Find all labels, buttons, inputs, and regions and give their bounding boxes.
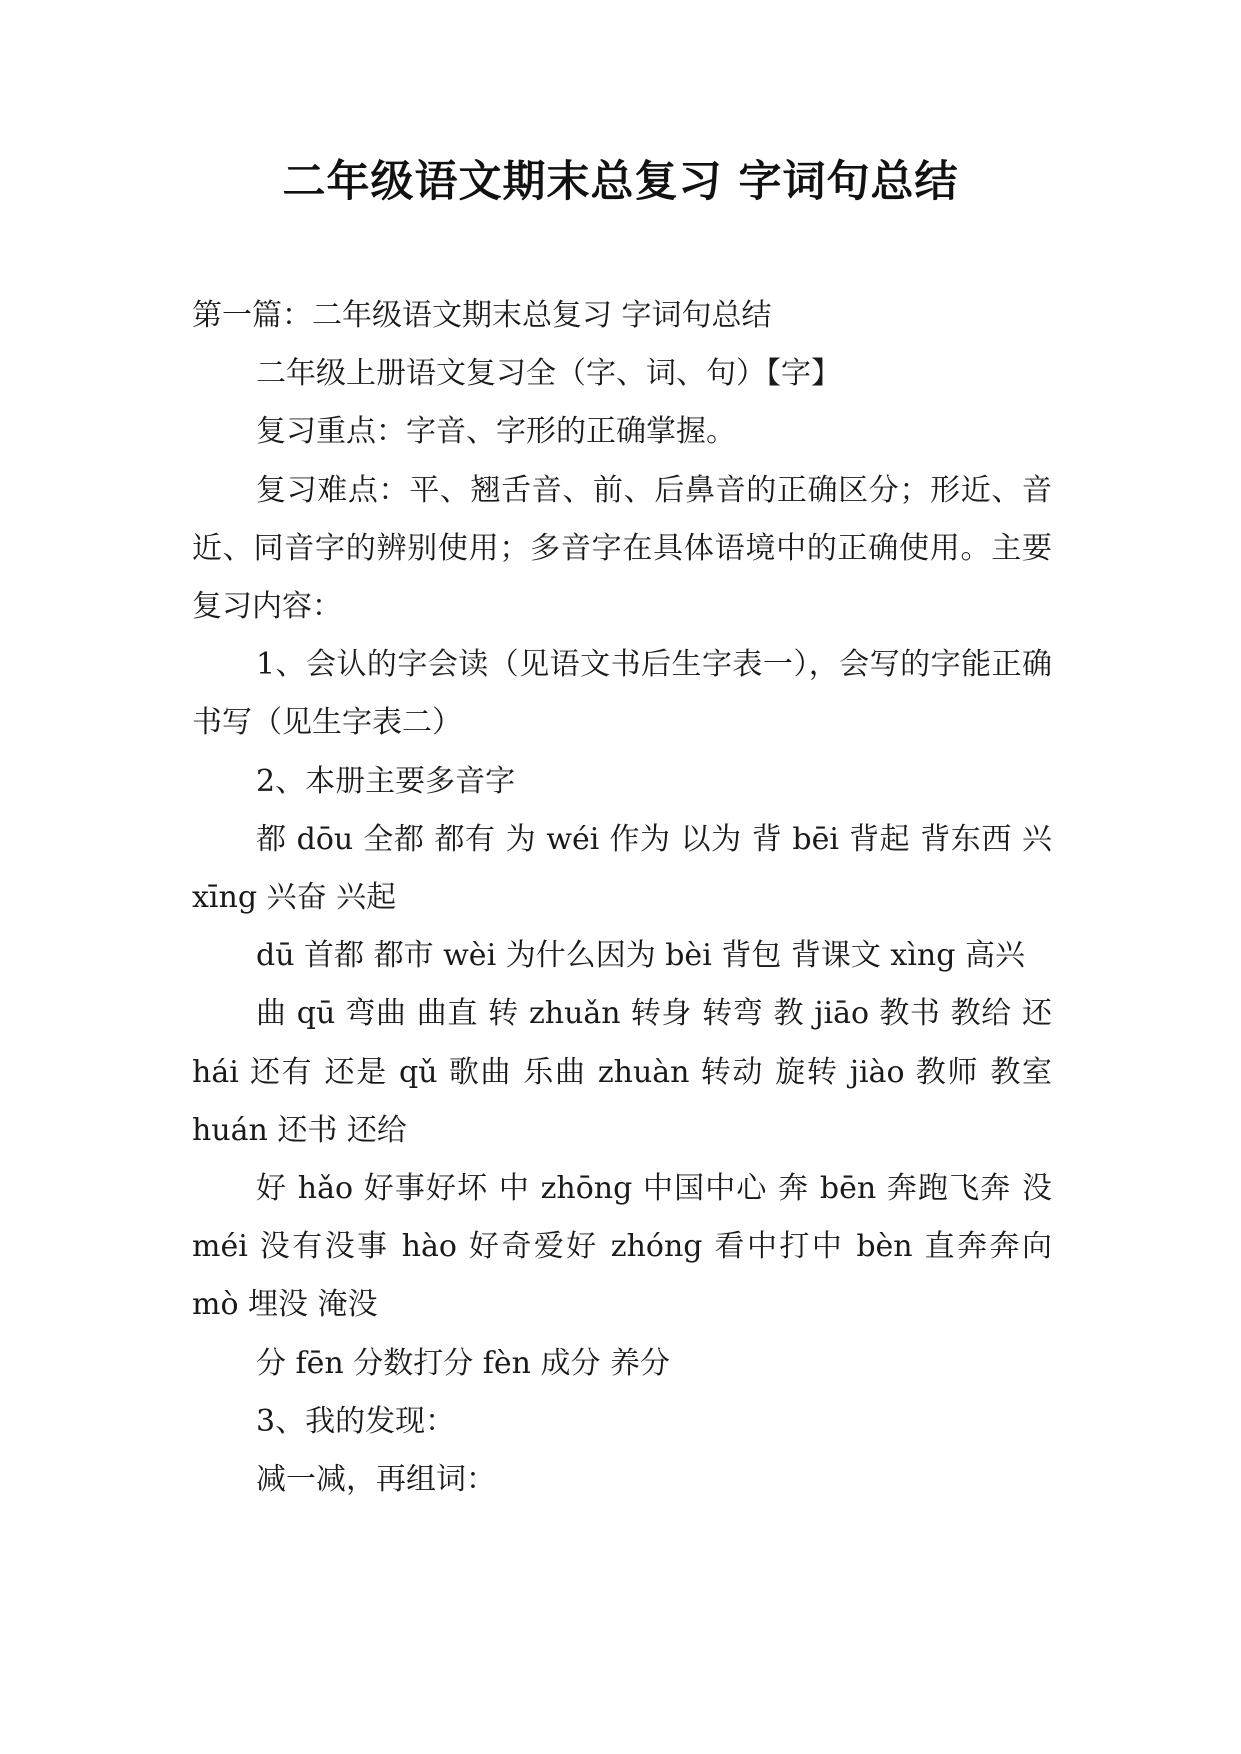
- paragraph-exercise: 减一减，再组词：: [256, 1462, 496, 1498]
- paragraph-polyphones-4: 好 hǎo 好事好坏 中 zhōng 中国中心 奔 bēn 奔跑飞奔 没 méi 没有没事 hào 好奇爱好 zhóng 看中打中 bèn 直奔奔向 mò 埋没 淹没: [192, 1171, 1052, 1323]
- paragraph-polyphones-5: 分 fēn 分数打分 fèn 成分 养分: [256, 1345, 671, 1381]
- paragraph-subtitle: 二年级上册语文复习全（字、词、句）【字】: [256, 356, 841, 392]
- paragraph-polyphones-3: 曲 qū 弯曲 曲直 转 zhuǎn 转身 转弯 教 jiāo 教书 教给 还 hái 还有 还是 qǔ 歌曲 乐曲 zhuàn 转动 旋转 jiào 教师 教室 huán 还书 还给: [192, 996, 1052, 1148]
- paragraph-difficulties: 复习难点：平、翘舌音、前、后鼻音的正确区分；形近、音近、同音字的辨别使用；多音字在具体语境中的正确使用。主要复习内容：: [192, 472, 1052, 625]
- paragraph-key-points: 复习重点：字音、字形的正确掌握。: [256, 414, 736, 450]
- paragraph-polyphones-2: dū 首都 都市 wèi 为什么因为 bèi 背包 背课文 xìng 高兴: [256, 938, 1025, 974]
- section-heading: 第一篇：二年级语文期末总复习 字词句总结: [192, 298, 772, 333]
- paragraph-item-1: 1、会认的字会读（见语文书后生字表一），会写的字能正确书写（见生字表二）: [192, 647, 1052, 741]
- paragraph-polyphones-1: 都 dōu 全都 都有 为 wéi 作为 以为 背 bēi 背起 背东西 兴 xīng 兴奋 兴起: [192, 821, 1052, 916]
- document-title: 二年级语文期末总复习 字词句总结: [282, 157, 959, 207]
- paragraph-item-2: 2、本册主要多音字: [256, 763, 516, 799]
- document-body: [192, 287, 1052, 1509]
- paragraph-item-3: 3、我的发现：: [256, 1403, 456, 1439]
